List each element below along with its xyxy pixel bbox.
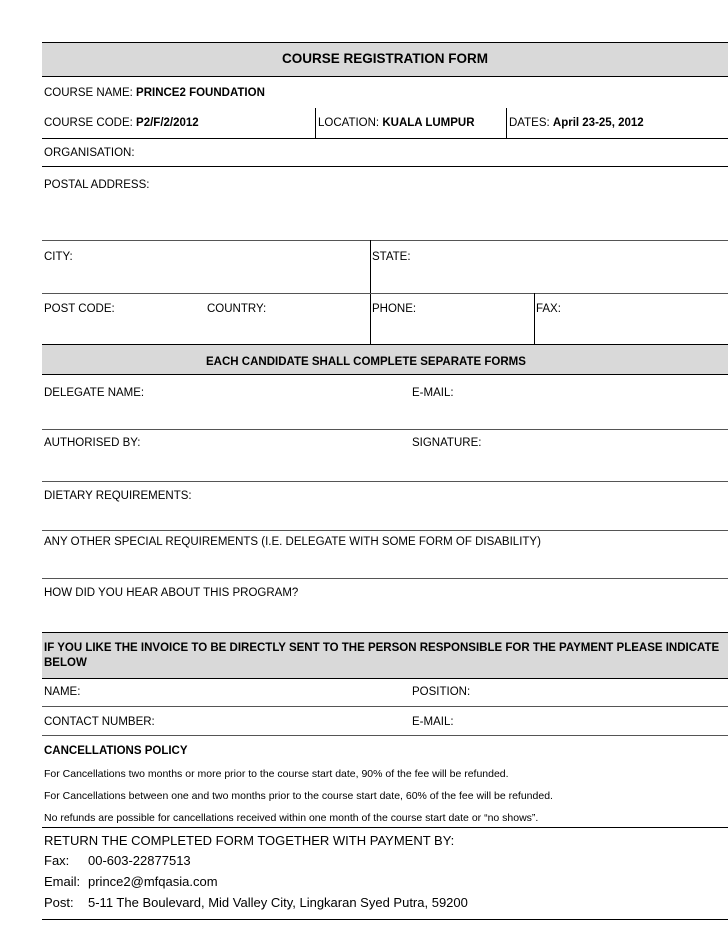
return-fax-row bbox=[44, 853, 191, 869]
invoice-header-line1: IF YOU LIKE THE INVOICE TO BE DIRECTLY SENT TO THE PERSON RESPONSIBLE FOR THE PAYMENT PLEASE INDICATE bbox=[44, 642, 720, 654]
divider bbox=[42, 530, 728, 531]
divider bbox=[42, 481, 728, 482]
course-name-value: PRINCE2 FOUNDATION bbox=[136, 87, 265, 99]
special-requirements-label: ANY OTHER SPECIAL REQUIREMENTS (I.E. DELEGATE WITH SOME FORM OF DISABILITY) bbox=[44, 536, 541, 548]
form-title: COURSE REGISTRATION FORM bbox=[281, 51, 488, 66]
candidate-header: EACH CANDIDATE SHALL COMPLETE SEPARATE FORMS bbox=[206, 356, 526, 368]
signature-label: SIGNATURE: bbox=[412, 437, 482, 449]
return-heading: RETURN THE COMPLETED FORM TOGETHER WITH PAYMENT BY: bbox=[44, 833, 455, 848]
divider bbox=[42, 632, 728, 633]
return-post-row bbox=[44, 895, 468, 911]
dates-label: DATES: bbox=[509, 117, 550, 129]
email-label: E-MAIL: bbox=[412, 387, 454, 399]
dates-field bbox=[509, 116, 644, 130]
divider bbox=[42, 76, 728, 77]
postal-address-label: POSTAL ADDRESS: bbox=[44, 179, 150, 191]
dietary-label: DIETARY REQUIREMENTS: bbox=[44, 490, 192, 502]
course-code-row bbox=[44, 116, 199, 130]
invoice-name-label: NAME: bbox=[44, 686, 81, 698]
course-name-row bbox=[44, 86, 265, 100]
fax-label: FAX: bbox=[536, 303, 561, 315]
divider bbox=[42, 827, 728, 828]
invoice-header-line2: BELOW bbox=[44, 657, 87, 669]
contact-number-label: CONTACT NUMBER: bbox=[44, 716, 155, 728]
divider bbox=[315, 108, 316, 138]
divider bbox=[42, 344, 728, 345]
divider bbox=[42, 293, 728, 294]
return-post-label: Post: bbox=[44, 895, 74, 910]
divider bbox=[42, 374, 728, 375]
cancellation-line-1: For Cancellations two months or more prior to the course start date, 90% of the fee will be refunded. bbox=[44, 768, 509, 780]
city-label: CITY: bbox=[44, 251, 73, 263]
course-code-value: P2/F/2/2012 bbox=[136, 117, 199, 129]
position-label: POSITION: bbox=[412, 686, 471, 698]
return-post-value: 5-11 The Boulevard, Mid Valley City, Lingkaran Syed Putra, 59200 bbox=[88, 895, 468, 910]
divider bbox=[506, 108, 507, 138]
registration-form bbox=[42, 42, 728, 922]
course-code-label: COURSE CODE: bbox=[44, 117, 133, 129]
divider bbox=[370, 240, 371, 352]
divider bbox=[42, 429, 728, 430]
return-fax-label: Fax: bbox=[44, 853, 70, 868]
invoice-email-label: E-MAIL: bbox=[412, 716, 454, 728]
state-label: STATE: bbox=[372, 251, 411, 263]
authorised-by-label: AUTHORISED BY: bbox=[44, 437, 141, 449]
return-fax-value: 00-603-22877513 bbox=[88, 853, 191, 868]
divider bbox=[42, 166, 728, 167]
course-name-label: COURSE NAME: bbox=[44, 87, 133, 99]
cancellation-line-3: No refunds are possible for cancellations received within one month of the course start date or “no shows”. bbox=[44, 812, 539, 824]
dates-value: April 23-25, 2012 bbox=[552, 117, 644, 129]
divider bbox=[42, 919, 728, 920]
divider bbox=[42, 735, 728, 736]
country-label: COUNTRY: bbox=[207, 303, 267, 315]
invoice-band bbox=[42, 632, 728, 678]
return-email-label: Email: bbox=[44, 874, 81, 889]
hear-about-label: HOW DID YOU HEAR ABOUT THIS PROGRAM? bbox=[44, 587, 299, 599]
phone-label: PHONE: bbox=[372, 303, 417, 315]
divider bbox=[42, 578, 728, 579]
location-field bbox=[318, 116, 475, 130]
location-label: LOCATION: bbox=[318, 117, 380, 129]
divider bbox=[42, 42, 728, 43]
cancellation-line-2: For Cancellations between one and two months prior to the course start date, 60% of the fee will be refunded. bbox=[44, 790, 553, 802]
post-code-label: POST CODE: bbox=[44, 303, 115, 315]
cancellation-heading: CANCELLATIONS POLICY bbox=[44, 745, 188, 757]
divider bbox=[42, 240, 728, 241]
organisation-label: ORGANISATION: bbox=[44, 147, 135, 159]
delegate-name-label: DELEGATE NAME: bbox=[44, 387, 145, 399]
divider bbox=[42, 706, 728, 707]
divider bbox=[42, 138, 728, 139]
return-email-value[interactable]: prince2@mfqasia.com bbox=[88, 874, 218, 889]
divider bbox=[42, 678, 728, 679]
return-email-row bbox=[44, 874, 218, 890]
location-value: KUALA LUMPUR bbox=[382, 117, 475, 129]
